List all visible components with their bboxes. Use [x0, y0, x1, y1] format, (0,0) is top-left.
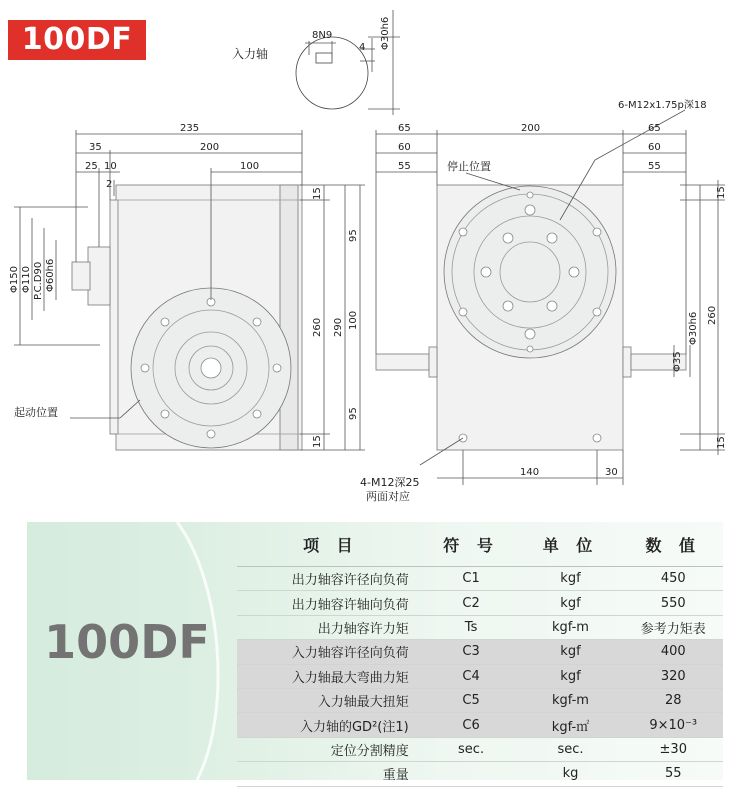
spec-symbol-cell: Ts — [425, 615, 518, 639]
spec-unit-cell: kgf — [517, 567, 623, 591]
dim-shaft-dia: Φ30h6 — [380, 16, 391, 50]
dim-left-15b: 15 — [312, 435, 323, 448]
spec-unit-cell: kgf — [517, 640, 623, 664]
header-symbol: 符 号 — [425, 522, 518, 567]
input-shaft-label: 入力轴 — [232, 47, 269, 61]
table-row — [237, 713, 723, 737]
dim-key-width: 8N9 — [312, 30, 333, 41]
dim-left-290: 290 — [333, 317, 344, 337]
dim-left-100v: 100 — [348, 310, 359, 330]
dim-right-30h6: Φ30h6 — [688, 311, 699, 345]
spec-symbol-cell: C1 — [425, 567, 518, 591]
spec-unit-cell: kgf-m — [517, 615, 623, 639]
dim-left-10: 10 — [104, 161, 117, 172]
dim-right-30: 30 — [605, 467, 618, 478]
dim-right-65b: 65 — [648, 123, 661, 134]
spec-value-cell: 28 — [624, 688, 723, 712]
spec-unit-cell: kgf — [517, 591, 623, 615]
spec-symbol-cell: C3 — [425, 640, 518, 664]
spec-symbol-cell: C5 — [425, 688, 518, 712]
spec-value-cell: ±30 — [624, 737, 723, 761]
spec-panel — [27, 522, 723, 784]
dim-pcd90: P.C.D90 — [33, 261, 44, 300]
spec-item-cell: 重量 — [237, 762, 425, 786]
dim-left-235: 235 — [180, 123, 200, 134]
header-unit: 单 位 — [517, 522, 623, 567]
spec-item-cell: 出力轴容许力矩 — [237, 615, 425, 639]
dim-right-55b: 55 — [648, 161, 661, 172]
dim-right-15b: 15 — [716, 436, 727, 449]
spec-symbol-cell: sec. — [425, 737, 518, 761]
header-value: 数 值 — [624, 522, 723, 567]
left-input-flange — [88, 247, 110, 305]
spec-unit-cell: sec. — [517, 737, 623, 761]
dim-left-260: 260 — [312, 317, 323, 337]
spec-value-cell: 320 — [624, 664, 723, 688]
dim-right-15a: 15 — [716, 186, 727, 199]
dim-left-95a: 95 — [348, 229, 359, 242]
spec-value-cell: 参考力矩表 — [624, 615, 723, 639]
dim-left-15a: 15 — [312, 187, 323, 200]
dim-right-65a: 65 — [398, 123, 411, 134]
table-row — [237, 664, 723, 688]
dim-left-35: 35 — [89, 142, 102, 153]
dim-left-25: 25 — [85, 161, 98, 172]
header-item: 项 目 — [237, 522, 425, 567]
spec-value-cell: 400 — [624, 640, 723, 664]
spec-value-cell: 450 — [624, 567, 723, 591]
spec-unit-cell: kgf — [517, 664, 623, 688]
dim-dia110: Φ110 — [21, 266, 32, 293]
dim-right-140: 140 — [520, 467, 540, 478]
right-input-shaft-left — [376, 354, 429, 370]
tap-note: 6-M12x1.75p深18 — [618, 100, 707, 111]
dim-dia60: Φ60h6 — [45, 258, 56, 292]
spec-model-label: 100DF — [44, 615, 210, 669]
spec-symbol-cell: C2 — [425, 591, 518, 615]
spec-value-cell: 550 — [624, 591, 723, 615]
table-row — [237, 762, 723, 786]
table-row — [237, 615, 723, 639]
spec-symbol-cell: C6 — [425, 713, 518, 737]
table-row — [237, 640, 723, 664]
spec-item-cell: 入力轴容许径向负荷 — [237, 640, 425, 664]
table-row — [237, 567, 723, 591]
bolt-note-2: 两面对应 — [366, 490, 410, 503]
dim-left-100: 100 — [240, 161, 260, 172]
dim-right-60a: 60 — [398, 142, 411, 153]
spec-unit-cell: kg — [517, 762, 623, 786]
model-badge: 100DF — [8, 20, 146, 60]
dim-right-260: 260 — [707, 305, 718, 325]
spec-item-cell: 入力轴最大弯曲力矩 — [237, 664, 425, 688]
dim-right-200: 200 — [521, 123, 541, 134]
dim-right-60b: 60 — [648, 142, 661, 153]
dim-left-200: 200 — [200, 142, 220, 153]
spec-item-cell: 定位分割精度 — [237, 737, 425, 761]
spec-table — [237, 522, 723, 787]
start-position-label: 起动位置 — [14, 406, 58, 419]
table-row — [237, 737, 723, 761]
dim-dia150: Φ150 — [9, 266, 20, 293]
spec-unit-cell: kgf-㎡ — [517, 713, 623, 737]
table-row — [237, 688, 723, 712]
spec-item-cell: 入力轴的GD²(注1) — [237, 713, 425, 737]
spec-unit-cell: kgf-m — [517, 688, 623, 712]
dim-key-depth: 4 — [359, 42, 366, 53]
spec-item-cell: 入力轴最大扭矩 — [237, 688, 425, 712]
spec-item-cell: 出力轴容许轴向负荷 — [237, 591, 425, 615]
dim-left-2: 2 — [106, 179, 113, 190]
spec-symbol-cell: C4 — [425, 664, 518, 688]
dim-right-35: Φ35 — [672, 351, 683, 372]
dim-left-95b: 95 — [348, 407, 359, 420]
stop-position-label: 停止位置 — [447, 160, 491, 173]
bolt-note-1: 4-M12深25 — [360, 476, 420, 489]
spec-symbol-cell — [425, 762, 518, 786]
spec-value-cell: 55 — [624, 762, 723, 786]
dim-right-55a: 55 — [398, 161, 411, 172]
spec-value-cell: 9×10⁻³ — [624, 713, 723, 737]
spec-item-cell: 出力轴容许径向负荷 — [237, 567, 425, 591]
table-row — [237, 591, 723, 615]
